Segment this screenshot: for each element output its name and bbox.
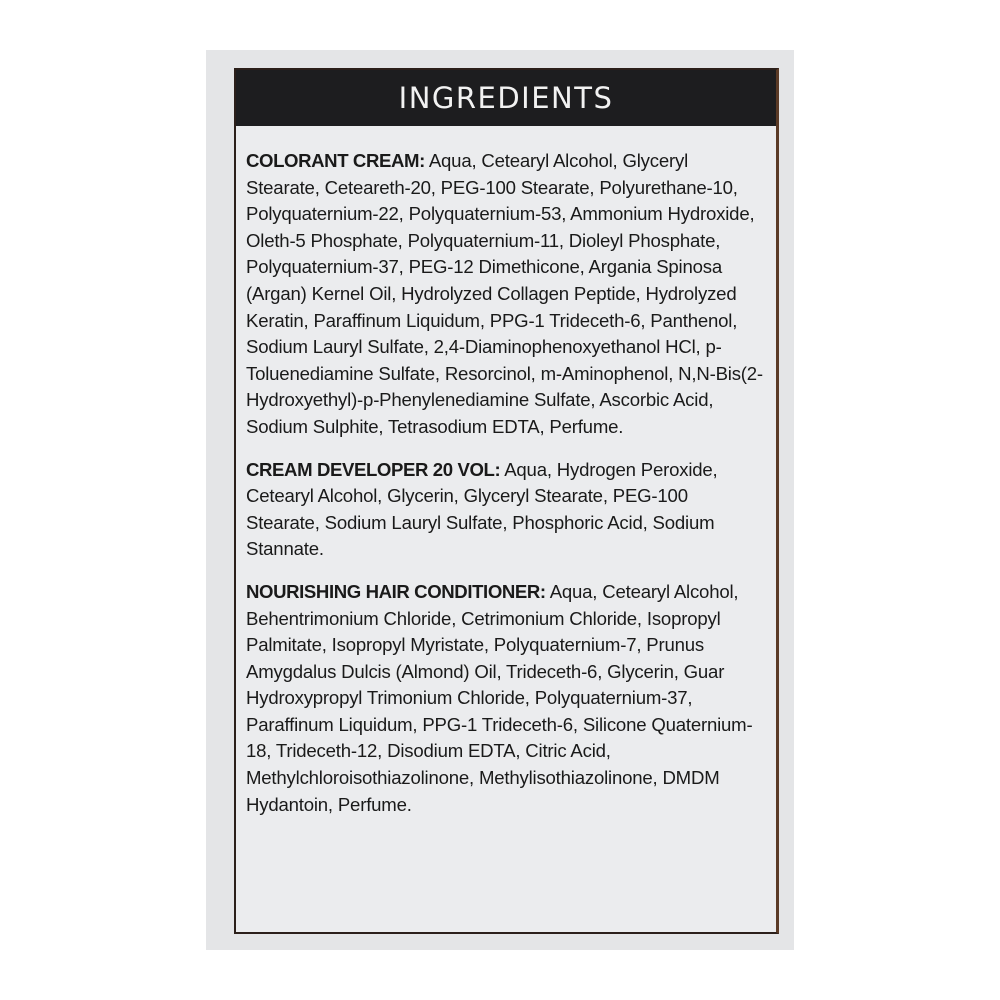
cream-developer-heading: CREAM DEVELOPER 20 VOL: (246, 458, 501, 480)
cream-developer-section (246, 457, 766, 563)
ingredients-content (246, 148, 766, 834)
hair-conditioner-heading: NOURISHING HAIR CONDITIONER: (246, 580, 546, 602)
ingredients-panel (234, 68, 779, 934)
package-side (206, 50, 794, 950)
hair-conditioner-ingredients: Aqua, Cetearyl Alcohol, Behentrimonium Chloride, Cetrimonium Chloride, Isopropyl Palmitate, Isopropyl Myristate, Polyquaternium-7, Prunus Amygdalus Dulcis (Almond) Oil, Trideceth-6, Glycerin, Guar Hydroxypropyl Trimonium Chloride, Polyquaternium-37, Paraffinum Liquidum, PPG-1 Trideceth-6, Silicone Quaternium-18, Trideceth-12, Disodium EDTA, Citric Acid, Methylchloroisothiazolinone, Methylisothiazolinone, DMDM Hydantoin, Perfume. (246, 580, 753, 815)
ingredients-header (236, 70, 776, 126)
colorant-cream-section (246, 148, 766, 441)
hair-conditioner-section (246, 579, 766, 818)
colorant-cream-ingredients: Aqua, Cetearyl Alcohol, Glyceryl Stearate, Ceteareth-20, PEG-100 Stearate, Polyurethane-10, Polyquaternium-22, Polyquaternium-53, Ammonium Hydroxide, Oleth-5 Phosphate, Polyquaternium-11, Dioleyl Phosphate, Polyquaternium-37, PEG-12 Dimethicone, Argania Spinosa (Argan) Kernel Oil, Hydrolyzed Collagen Peptide, Hydrolyzed Keratin, Paraffinum Liquidum, PPG-1 Trideceth-6, Panthenol, Sodium Lauryl Sulfate, 2,4-Diaminophenoxyethanol HCl, p-Toluenediamine Sulfate, Resorcinol, m-Aminophenol, N,N-Bis(2-Hydroxyethyl)-p-Phenylenediamine Sulfate, Ascorbic Acid, Sodium Sulphite, Tetrasodium EDTA, Perfume. (246, 150, 763, 437)
cream-developer-ingredients: Aqua, Hydrogen Peroxide, Cetearyl Alcohol, Glycerin, Glyceryl Stearate, PEG-100 Stearate, Sodium Lauryl Sulfate, Phosphoric Acid, Sodium Stannate. (246, 458, 718, 560)
colorant-cream-heading: COLORANT CREAM: (246, 150, 425, 171)
ingredients-title: INGREDIENTS (398, 81, 614, 115)
